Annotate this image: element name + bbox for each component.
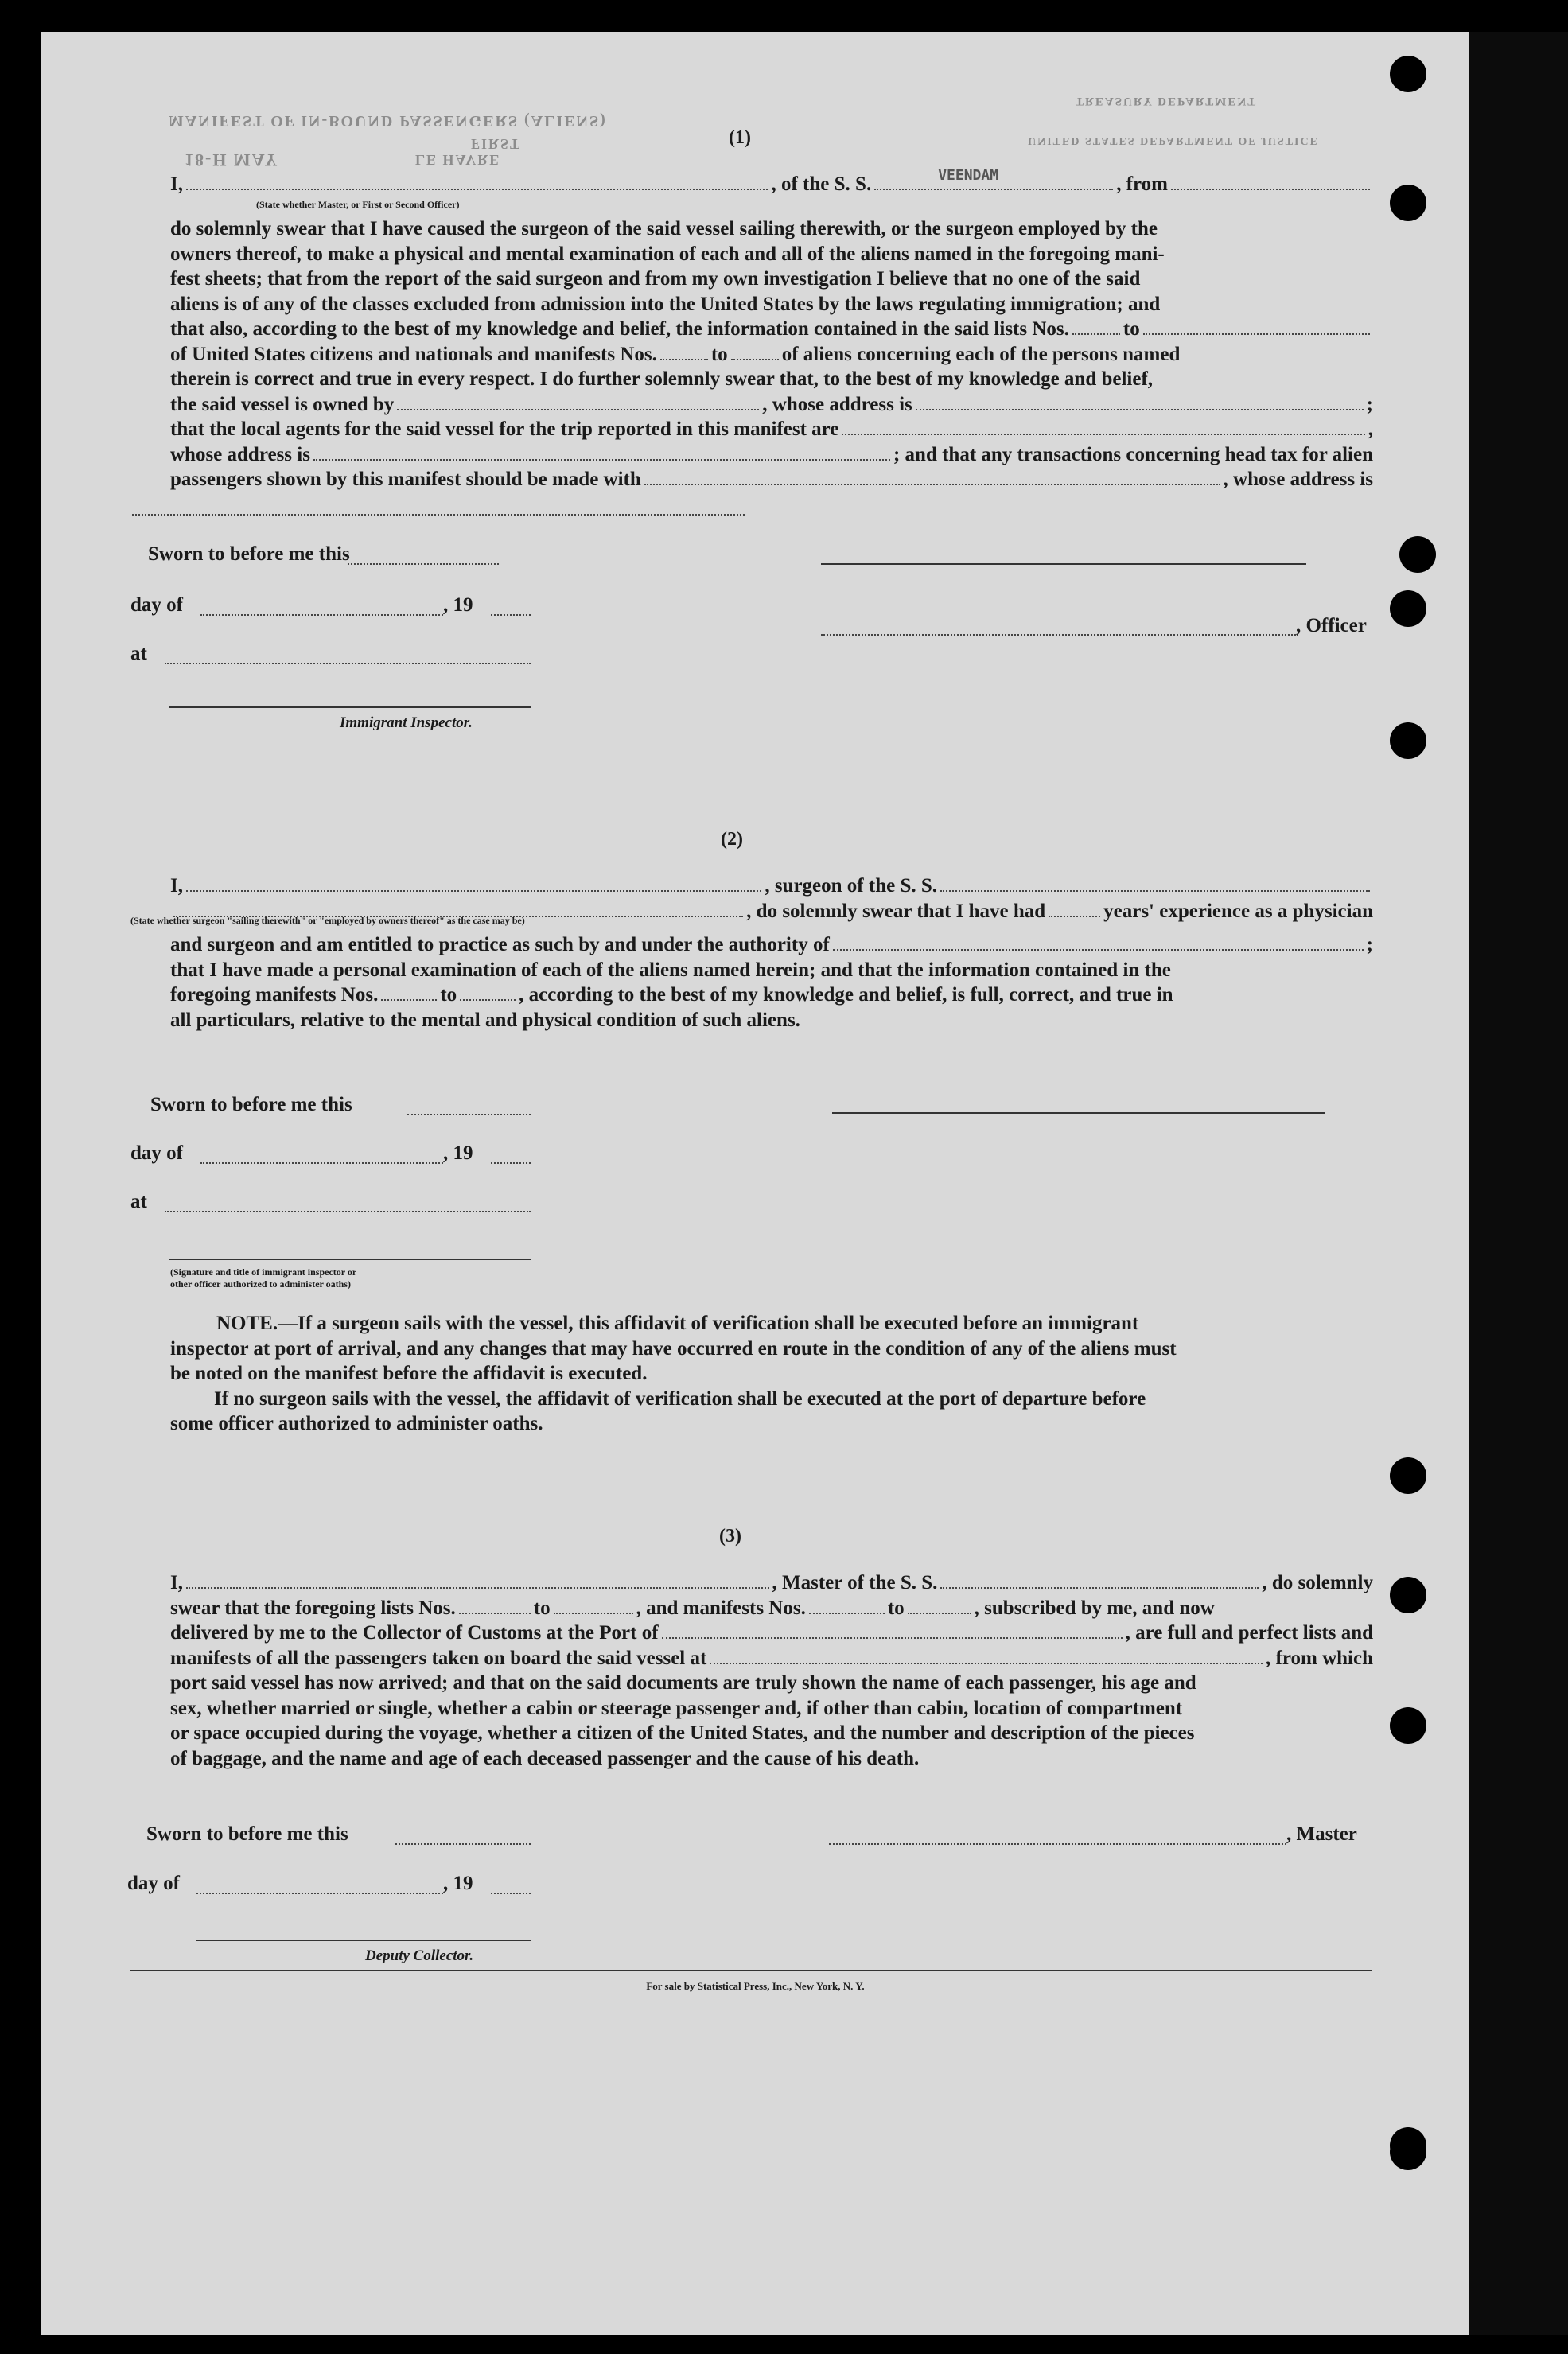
head-tax-contact-field[interactable] [644, 469, 1220, 485]
s3-manifests: , and manifests Nos. [636, 1597, 806, 1619]
s2-day-of-label: day of [130, 1142, 183, 1164]
bleed-dept2: UNITED STATES DEPARTMENT OF JUSTICE [1028, 134, 1319, 146]
port-field[interactable] [662, 1623, 1123, 1639]
manifests-from-field[interactable] [660, 344, 708, 360]
owner-address-field[interactable] [916, 395, 1364, 410]
s1-line: therein is correct and true in every respect. I do further solemnly swear that, to the best of my knowledge and belief, [170, 368, 1154, 390]
head-tax-address-field[interactable] [132, 514, 745, 516]
bleed-date-stamp: 18-H MAY [185, 150, 279, 170]
lists-from-field[interactable] [1072, 319, 1120, 335]
s1-officer-signature-line[interactable] [821, 634, 1298, 636]
s1-line: the said vessel is owned by [170, 393, 395, 415]
note-line: inspector at port of arrival, and any changes that may have occurred en route in the condition of any of the aliens must [170, 1337, 1177, 1360]
note-line: If no surgeon sails with the vessel, the affidavit of verification shall be executed at the port of departure before [214, 1387, 1146, 1410]
s3-line: manifests of all the passengers taken on board the said vessel at [170, 1647, 707, 1669]
boarding-port-field[interactable] [710, 1648, 1263, 1664]
printer-imprint: For sale by Statistical Press, Inc., New York, N. Y. [646, 1980, 865, 1992]
s3-to: to [533, 1597, 551, 1619]
s1-whose-address: , whose address is [762, 393, 912, 415]
s3-day-field[interactable] [196, 1893, 443, 1894]
binder-hole [1390, 1457, 1426, 1494]
binder-hole [1399, 536, 1436, 573]
note-line: NOTE.—If a surgeon sails with the vessel, this affidavit of verification shall be executed before an immigrant [216, 1313, 1139, 1334]
s3-lists-from-field[interactable] [459, 1598, 531, 1614]
s1-line: that the local agents for the said vessel for the trip reported in this manifest are [170, 418, 839, 440]
s3-i: I, [170, 1572, 183, 1593]
s2-line: and surgeon and am entitled to practice as such by and under the authority of [170, 934, 830, 955]
surgeon-name-field[interactable] [186, 876, 761, 892]
bleed-header: MANIFEST OF IN-BOUND PASSENGERS (ALIENS) [169, 112, 607, 130]
s2-sworn-label: Sworn to before me this [150, 1094, 352, 1115]
s3-line: sex, whether married or single, whether a cabin or steerage passenger and, if other than cabin, location of compartment [170, 1697, 1183, 1719]
s2-solemnly: , do solemnly swear that I have had [746, 900, 1046, 922]
s3-line: or space occupied during the voyage, whether a citizen of the United States, and the number and description of the pieces [170, 1722, 1195, 1744]
s1-line: of United States citizens and nationals and manifests Nos. [170, 343, 657, 365]
s1-line: fest sheets; that from the report of the said surgeon and from my own investigation I believe that no one of the said [170, 268, 1141, 290]
s1-line: that also, according to the best of my knowledge and belief, the information contained in the said lists Nos. [170, 318, 1069, 340]
s2-surgeon-of: , surgeon of the S. S. [765, 875, 937, 897]
s1-from: , from [1116, 173, 1168, 195]
s2-line: , according to the best of my knowledge and belief, is full, correct, and true in [519, 984, 1173, 1006]
s1-line: owners thereof, to make a physical and mental examination of each and all of the aliens named in the foregoing mani- [170, 243, 1165, 265]
s3-master-of: , Master of the S. S. [772, 1572, 938, 1593]
s1-year-label: , 19 [443, 594, 473, 616]
manifests-to-field[interactable] [731, 344, 779, 360]
binder-hole [1390, 722, 1426, 759]
s1-line: do solemnly swear that I have caused the surgeon of the said vessel sailing therewith, or the surgeon employed by the [170, 218, 1158, 239]
s3-ship-field[interactable] [940, 1573, 1259, 1589]
s1-line: whose address is [170, 443, 310, 465]
s3-from-which: , from which [1266, 1647, 1373, 1669]
binder-hole [1390, 590, 1426, 627]
s1-officer-signature-line-top[interactable] [821, 563, 1306, 565]
bleed-dept: TREASURY DEPARTMENT [1076, 95, 1258, 107]
manifest-page [41, 32, 1469, 2335]
s1-line: aliens is of any of the classes excluded from admission into the United States by the laws regulating immigration; and [170, 293, 1161, 315]
s1-sworn-field[interactable] [348, 563, 499, 565]
s2-signature-line[interactable] [832, 1112, 1325, 1114]
s1-at-label: at [130, 643, 147, 664]
s2-semicolon: ; [1366, 934, 1373, 955]
s1-officer-caption: (State whether Master, or First or Second Officer) [256, 199, 460, 210]
s3-manifests-from-field[interactable] [809, 1598, 885, 1614]
bleed-class: FIRST [471, 136, 522, 152]
bleed-port: LE HAVRE [415, 152, 501, 168]
s2-ship-field[interactable] [940, 876, 1370, 892]
s2-at-label: at [130, 1191, 147, 1212]
section-1-body [170, 216, 1373, 492]
section-1-paragraph [170, 167, 1373, 197]
s3-sworn-label: Sworn to before me this [146, 1823, 348, 1845]
s3-collector-signature-line[interactable] [196, 1940, 531, 1941]
s3-to: to [887, 1597, 905, 1619]
s2-line: foregoing manifests Nos. [170, 984, 379, 1006]
s2-status-caption: (State whether surgeon "sailing therewith" or "employed by owners thereof" as the case may be) [130, 915, 525, 926]
agents-address-field[interactable] [313, 445, 890, 461]
note-paragraph [170, 1311, 1373, 1437]
s1-line: passengers shown by this manifest should be made with [170, 469, 641, 490]
s3-solemnly: , do solemnly [1262, 1572, 1373, 1593]
s2-i: I, [170, 875, 183, 897]
s1-officer-label: , Officer [1296, 615, 1367, 636]
section-2-body [170, 932, 1373, 1033]
s2-manifests-from-field[interactable] [381, 985, 437, 1001]
s2-day-field[interactable] [200, 1162, 443, 1164]
s2-sworn-field[interactable] [407, 1114, 531, 1115]
s2-at-field[interactable] [165, 1211, 531, 1212]
ship-name-handwritten: VEENDAM [938, 167, 999, 184]
s3-lists-to-field[interactable] [554, 1598, 633, 1614]
binder-hole [1390, 2134, 1426, 2170]
section-1-number: (1) [729, 127, 751, 148]
years-experience-field[interactable] [1049, 901, 1100, 917]
s3-line: port said vessel has now arrived; and that on the said documents are truly shown the name of each passenger, his age and [170, 1672, 1196, 1694]
scan-edge [1469, 32, 1568, 2335]
s1-aliens-concerning: of aliens concerning each of the persons named [781, 343, 1181, 365]
s2-signature-caption: (Signature and title of immigrant inspector or other officer authorized to administer oaths) [170, 1266, 356, 1290]
s1-to: to [1123, 318, 1140, 340]
section-3-paragraph [170, 1570, 1373, 1771]
s3-manifests-to-field[interactable] [908, 1598, 971, 1614]
s3-master-label: , Master [1286, 1823, 1357, 1845]
section-3-number: (3) [719, 1526, 741, 1547]
s3-sworn-field[interactable] [395, 1843, 531, 1845]
note-line: be noted on the manifest before the affidavit is executed. [170, 1363, 648, 1384]
s1-head-tax: ; and that any transactions concerning head tax for alien [893, 443, 1373, 465]
binder-hole [1390, 1577, 1426, 1613]
s1-at-field[interactable] [165, 663, 531, 664]
s3-master-signature-line[interactable] [829, 1843, 1286, 1845]
master-name-field[interactable] [186, 1573, 769, 1589]
s3-collector-label: Deputy Collector. [365, 1947, 474, 1964]
s3-line: delivered by me to the Collector of Customs at the Port of [170, 1622, 659, 1644]
section-2-number: (2) [721, 829, 743, 850]
s2-line: all particulars, relative to the mental and physical condition of such aliens. [170, 1009, 800, 1031]
s1-year-field[interactable] [491, 614, 531, 616]
note-line: some officer authorized to administer oaths. [170, 1413, 543, 1434]
s1-sworn-label: Sworn to before me this [148, 543, 350, 565]
s3-year-field[interactable] [491, 1893, 531, 1894]
footer-rule [130, 1970, 1372, 1971]
s1-inspector-label: Immigrant Inspector. [340, 714, 473, 731]
s1-i: I, [170, 173, 183, 195]
s3-full-perfect: , are full and perfect lists and [1125, 1622, 1373, 1644]
s2-inspector-signature-line[interactable] [169, 1259, 531, 1260]
from-port-field[interactable] [1171, 174, 1370, 190]
lists-to-field[interactable] [1143, 319, 1370, 335]
officer-name-field[interactable] [186, 174, 768, 190]
s3-line: swear that the foregoing lists Nos. [170, 1597, 456, 1619]
local-agents-field[interactable] [842, 419, 1364, 435]
authority-field[interactable] [833, 935, 1364, 951]
s2-manifests-to-field[interactable] [460, 985, 516, 1001]
s1-inspector-signature-line[interactable] [169, 706, 531, 708]
s3-subscribed: , subscribed by me, and now [974, 1597, 1215, 1619]
s3-year-label: , 19 [443, 1873, 473, 1894]
s1-whose-address-2: , whose address is [1223, 469, 1373, 490]
s1-to: to [710, 343, 728, 365]
owner-field[interactable] [397, 395, 759, 410]
s2-line: that I have made a personal examination of each of the aliens named herein; and that the information contained in the [170, 959, 1171, 981]
s3-day-of-label: day of [127, 1873, 180, 1894]
binder-hole [1390, 56, 1426, 92]
s1-day-of-label: day of [130, 594, 183, 616]
s2-year-label: , 19 [443, 1142, 473, 1164]
s2-to: to [440, 984, 457, 1006]
s2-years: years' experience as a physician [1103, 900, 1373, 922]
s1-of-ss: , of the S. S. [771, 173, 872, 195]
s1-day-field[interactable] [200, 614, 443, 616]
ship-name-field[interactable] [874, 167, 1113, 190]
s3-line: of baggage, and the name and age of each deceased passenger and the cause of his death. [170, 1747, 920, 1769]
s2-year-field[interactable] [491, 1162, 531, 1164]
binder-hole [1390, 1707, 1426, 1744]
s1-comma: , [1368, 418, 1373, 440]
s1-semicolon: ; [1366, 393, 1373, 415]
binder-hole [1390, 185, 1426, 221]
